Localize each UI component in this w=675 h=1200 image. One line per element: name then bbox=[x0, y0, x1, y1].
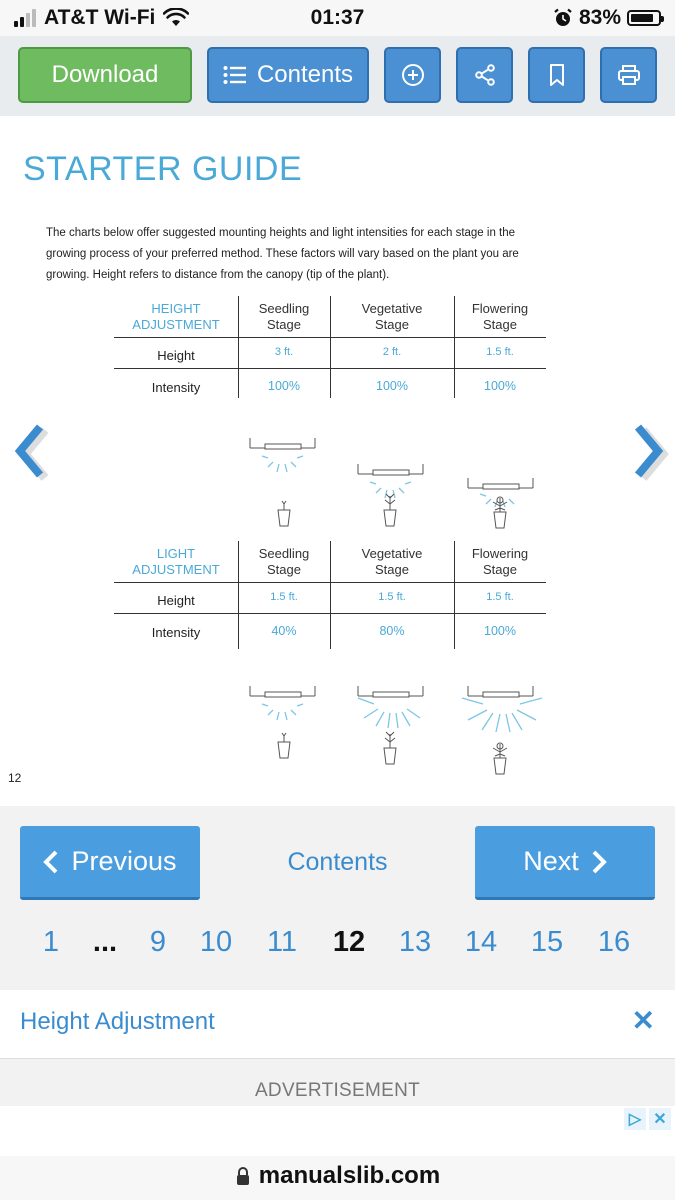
page-title: STARTER GUIDE bbox=[23, 150, 303, 188]
share-icon bbox=[473, 63, 497, 87]
column-header-flowering: Flowering Stage bbox=[471, 301, 529, 332]
plus-circle-icon bbox=[401, 63, 425, 87]
adchoices-icon[interactable]: ▷ bbox=[624, 1108, 646, 1130]
battery-percent: 83% bbox=[578, 6, 621, 29]
height-adjustment-table bbox=[114, 294, 546, 398]
intro-paragraph: The charts below offer suggested mounting heights and light intensities for each stage in the growing process of your preferred method. These factors will vary based on the plant you are growing. Height refers to distance from the canopy (tip of the plant). bbox=[46, 227, 519, 281]
row-label-height: Height bbox=[157, 348, 195, 363]
status-bar bbox=[0, 0, 675, 36]
height-illustration bbox=[240, 434, 550, 534]
bookmark-icon bbox=[547, 63, 567, 87]
page-link-9[interactable]: 9 bbox=[149, 926, 167, 958]
chevron-right-icon bbox=[591, 849, 607, 875]
add-button[interactable] bbox=[384, 47, 441, 103]
ad-banner[interactable] bbox=[0, 1106, 675, 1156]
download-button[interactable]: Download bbox=[18, 47, 192, 103]
page-link-13[interactable]: 13 bbox=[398, 926, 432, 958]
battery-icon bbox=[627, 10, 661, 26]
cell-height-vegetative: 2 ft. bbox=[382, 346, 402, 358]
column-header-flowering: Flowering Stage bbox=[471, 546, 529, 577]
row-label-intensity: Intensity bbox=[151, 625, 201, 640]
table-label: HEIGHT ADJUSTMENT bbox=[132, 301, 220, 332]
cell-height-seedling: 3 ft. bbox=[274, 346, 294, 358]
page-link-1[interactable]: 1 bbox=[42, 926, 60, 958]
cell-intensity-seedling: 100% bbox=[268, 379, 300, 393]
section-title[interactable]: Height Adjustment bbox=[20, 1008, 215, 1035]
page-link-16[interactable]: 16 bbox=[597, 926, 631, 958]
pagination-ellipsis: ... bbox=[92, 926, 118, 958]
row-label-intensity: Intensity bbox=[151, 380, 201, 395]
previous-page-arrow[interactable] bbox=[10, 421, 54, 481]
next-button-label: Next bbox=[523, 846, 579, 876]
cell-intensity-vegetative: 80% bbox=[379, 624, 405, 638]
contents-button-label: Contents bbox=[256, 61, 354, 88]
light-illustration bbox=[240, 682, 550, 782]
column-header-seedling: Seedling Stage bbox=[258, 546, 310, 577]
row-label-height: Height bbox=[157, 593, 195, 608]
toolbar bbox=[0, 36, 675, 116]
table-label: LIGHT ADJUSTMENT bbox=[132, 546, 220, 577]
previous-button-label: Previous bbox=[71, 846, 177, 876]
page-link-11[interactable]: 11 bbox=[266, 926, 298, 958]
pagination bbox=[0, 926, 675, 966]
url-text: manualslib.com bbox=[258, 1162, 441, 1189]
next-page-arrow[interactable] bbox=[626, 421, 670, 481]
share-button[interactable] bbox=[456, 47, 513, 103]
chevron-left-icon bbox=[43, 849, 59, 875]
page-link-current: 12 bbox=[332, 926, 366, 958]
print-button[interactable] bbox=[600, 47, 657, 103]
page-number: 12 bbox=[8, 771, 22, 785]
ad-label: ADVERTISEMENT bbox=[254, 1080, 421, 1101]
printer-icon bbox=[617, 63, 641, 87]
carrier-label: AT&T Wi-Fi bbox=[44, 6, 156, 29]
contents-link[interactable]: Contents bbox=[287, 848, 388, 876]
cell-intensity-flowering: 100% bbox=[484, 379, 516, 393]
cell-height-flowering: 1.5 ft. bbox=[486, 346, 514, 358]
cell-height-flowering: 1.5 ft. bbox=[486, 591, 514, 603]
browser-url-bar[interactable] bbox=[0, 1156, 675, 1200]
bookmark-button[interactable] bbox=[528, 47, 585, 103]
column-header-seedling: Seedling Stage bbox=[258, 301, 310, 332]
lock-icon bbox=[235, 1166, 251, 1186]
cell-intensity-vegetative: 100% bbox=[376, 379, 408, 393]
page-link-10[interactable]: 10 bbox=[199, 926, 233, 958]
column-header-vegetative: Vegetative Stage bbox=[361, 301, 423, 332]
cell-height-vegetative: 1.5 ft. bbox=[378, 591, 406, 603]
cell-intensity-seedling: 40% bbox=[271, 624, 297, 638]
list-icon bbox=[223, 65, 247, 85]
next-button[interactable] bbox=[475, 826, 655, 900]
page-link-15[interactable]: 15 bbox=[530, 926, 564, 958]
alarm-icon bbox=[553, 8, 573, 28]
close-icon[interactable]: ✕ bbox=[631, 1005, 655, 1036]
page-link-14[interactable]: 14 bbox=[464, 926, 498, 958]
column-header-vegetative: Vegetative Stage bbox=[361, 546, 423, 577]
light-adjustment-table bbox=[114, 539, 546, 649]
cell-intensity-flowering: 100% bbox=[484, 624, 516, 638]
cell-height-seedling: 1.5 ft. bbox=[270, 591, 298, 603]
clock: 01:37 bbox=[310, 6, 365, 29]
manual-page bbox=[0, 116, 675, 806]
section-header bbox=[0, 990, 675, 1059]
contents-button[interactable] bbox=[207, 47, 369, 103]
ad-close-icon[interactable]: ✕ bbox=[649, 1108, 671, 1130]
previous-button[interactable] bbox=[20, 826, 200, 900]
